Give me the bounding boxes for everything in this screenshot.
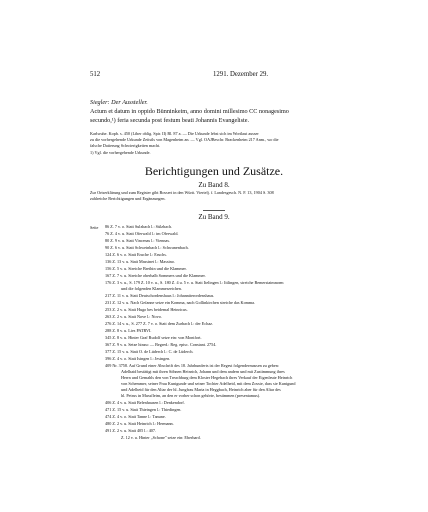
section-title: Berichtigungen und Zusätze. xyxy=(144,164,284,178)
page-date: 1291. Dezember 29. xyxy=(213,71,269,78)
correction-row: 367 Z. 9 v. u. Setze hinzu: — Begred.: Reg. episc. Constant. 2754. xyxy=(105,342,217,347)
correction-row: 76 Z. 4 v. u. Statt Oferwald l.: im Oferwald. xyxy=(105,231,179,236)
correction-row: 176 Z. 3 v. u., S. 179 Z. 10 v. u., S. 180 Z. 4 u. 5 v. u. Statt Itelingen l.: Ittlingen, streiche Bemerstaimnorm xyxy=(105,280,284,285)
correction-row-cont: und die folgenden Klammerzeichen. xyxy=(121,286,182,291)
correction-row-cont: hl. Petrus in Mussfleim, an den er vorher schon gehörte, bestimmen (presentamus). xyxy=(121,393,261,398)
band-9-heading: Zu Band 9. xyxy=(198,213,230,221)
correction-row: 409 Nr. 3758. Auf Grund einer Abschrift des 18. Jahrhunderts ist der Regest folgendermassen zu geben: xyxy=(105,363,279,368)
correction-row-cont: Adelhaid bestätigt mit ihren Söhnen Heinrich, Johann und dem andern und mit Zustimmung ihres xyxy=(121,369,285,374)
correction-row: 263 Z. 2 v. u. Statt Nove l.: Novo. xyxy=(105,314,162,319)
correction-row: 217 Z. 11 v. u. Statt Deutschordenshaus l.: Johanniterordenshaus. xyxy=(105,293,215,298)
note-line-1: Karlsruhe. Kopb. s. 450 (Liber oblig. Spir. II) Bl. 87 a. — Die Urkunde lebst sich im Wortlaut ausser xyxy=(90,131,259,136)
correction-row: 156 Z. 5 v. u. Streiche Brethin und die Klammer. xyxy=(105,266,187,271)
correction-row: Z. 12 v. u. Hinter „Schone" setze ein: Eberhard. xyxy=(121,435,201,440)
correction-row: 471 Z. 15 v. u. Statt Thieingen l.: Thiedingen. xyxy=(105,407,182,412)
seal-line xyxy=(90,99,148,106)
correction-row-cont: Herrn und Gemahls den von Treachburg dem Kloster Hegebach ihres Verkauf der Eigenleute Heinrich xyxy=(121,375,293,380)
correction-row: 276 Z. 14 v. u., S. 277 Z. 7 v. o. Statt dem Zurbach l.: der Echaz. xyxy=(105,321,214,326)
correction-row-cont: und Adelheid für den Altar der hl. Jungfrau Maria in Heggbach, Heinrich aber für den Altar des xyxy=(121,387,281,392)
correction-row: 86 Z. 7 v. o. Statt Sulzbach l.: Sülzbach. xyxy=(105,224,173,229)
correction-row: 90 Z. 6 v. u. Statt Schweinbach l.: Schwanenbach. xyxy=(105,245,189,250)
correction-row: 474 Z. 4 v. o. Statt Tanne l.: Tanune. xyxy=(105,414,166,419)
footnote-1: 1) Vgl. die vorhergehende Urkunde. xyxy=(90,150,151,155)
correction-row: 396 Z. 4 v. o. Statt Isingen l.: Jesingen. xyxy=(105,356,171,361)
correction-row: 406 Z. 4 v. u. Statt Belenhausen l.: Denkendorf. xyxy=(105,400,185,405)
note-line-2: zu die vorhergehende Urkunde Zeitstls von Magenheim an. — Vgl. OAJBeschr. Brackenheim 217 Anm., wo die xyxy=(90,137,279,142)
correction-row: 80 Z. 9 v. u. Statt Vincenas l.: Viennas. xyxy=(105,238,171,243)
correction-row-cont: von Schemmer, seiner Frau Kunigunde und seiner Tochter Adelheid, mit dem Zosste, dass sie Kunigund xyxy=(121,381,296,386)
correction-row: 124 Z. 6 v. o. Statt Eruche l.: Eruchs. xyxy=(105,252,167,257)
seite-label: Seite xyxy=(90,225,99,230)
correction-row: 288 Z. 8 v. u. Lies PATRVI. xyxy=(105,328,152,333)
actum-line-1: Actum et datum in oppido Bünninkeim, anno domini millesimo CC nonagesimo xyxy=(90,108,289,115)
seal-label: Siegler: Der Aussteller. xyxy=(90,99,148,106)
correction-row: 377 Z. 15 v. u. Statt O. de Lüderch l.: C. de Lüderch. xyxy=(105,349,194,354)
intro-line-2: zahlreiche Berichtigungen und Ergänzungen. xyxy=(90,196,166,201)
correction-row: 345 Z. 8 v. u. Hinter Graf Rudolf setze ein: von Montfort. xyxy=(105,335,202,340)
correction-row: 136 Z. 13 v. u. Statt Massinet l.: Massino. xyxy=(105,259,175,264)
actum-line-2: secundo,¹) feria secunda post festum beati Johannis Evangeliste. xyxy=(90,117,250,124)
correction-row: 231 Z. 12 v. u. Nach Gefanne setze ein Komma, nach Gollinkirchen streiche das Komma. xyxy=(105,300,256,305)
correction-row: 491 Z. 2 v. u. Statt 405 l.: 407. xyxy=(105,428,157,433)
divider xyxy=(203,210,225,211)
correction-row: 480 Z. 2 v. u. Statt Heinrich l.: Hermann. xyxy=(105,421,174,426)
page-number: 512 xyxy=(90,71,101,78)
note-line-3: falsche Datierung Schwierigkeiten macht. xyxy=(90,143,161,148)
band-8-heading: Zu Band 8. xyxy=(198,181,230,189)
intro-line-1: Zur Ortserklärung und zum Register gibt Bossert in den Württ. Viertelj. f. Landesgesch. N. F. 13, 1904 S. 308 xyxy=(90,190,274,195)
correction-row: 253 Z. 2 v. u. Statt Hugo bes beidemal Heinricus. xyxy=(105,307,188,312)
correction-row: 167 Z. 7 v. u. Streiche oberhalb Sommers und die Klammer. xyxy=(105,273,206,278)
